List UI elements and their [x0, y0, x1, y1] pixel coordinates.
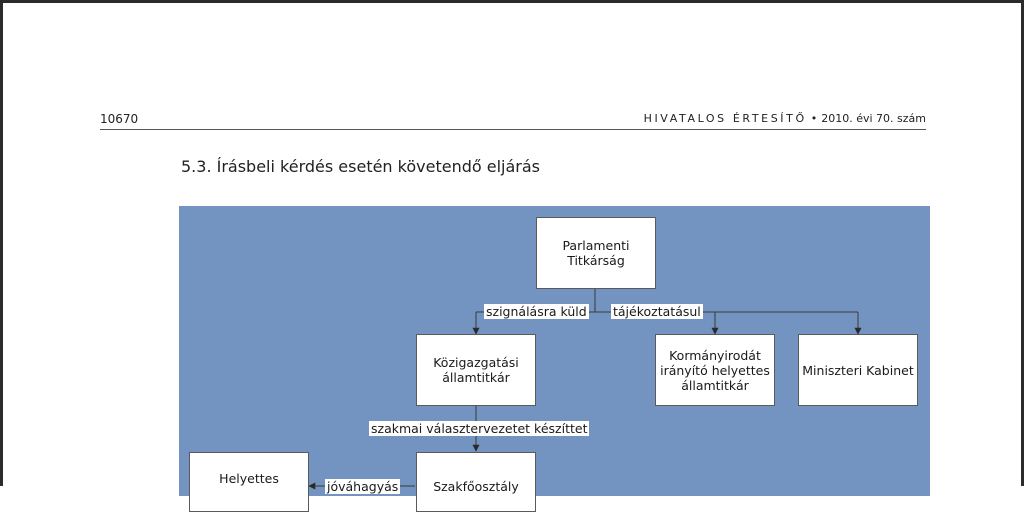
node-parlamenti-titkarsag: Parlamenti Titkárság [536, 217, 656, 289]
edge-label-jovahagyas: jóváhagyás [327, 479, 399, 494]
node-kormanyirodat: Kormányirodát irányító helyettes államtitkár [655, 334, 775, 406]
node-szakfoosztaly: Szakfőosztály [416, 452, 536, 512]
edge-label-tajekoztatasul: tájékoztatásul [613, 304, 701, 319]
edge-label-szakmai: szakmai választervezetet készíttet [371, 421, 588, 436]
window-frame-left [0, 0, 3, 486]
running-header [644, 112, 926, 125]
header-rule [100, 129, 926, 130]
issue-label: 2010. évi 70. szám [821, 112, 926, 125]
section-title: 5.3. Írásbeli kérdés esetén követendő eljárás [181, 157, 540, 176]
flowchart-diagram [179, 206, 930, 496]
node-kozigazgatasi-allamtitkar: Közigazgatási államtitkár [416, 334, 536, 406]
node-helyettes: Helyettes [189, 452, 309, 512]
window-frame-top [0, 0, 1024, 3]
header-bullet: • [810, 112, 818, 125]
edge-label-szignalasra: szignálásra küld [486, 304, 587, 319]
page-number: 10670 [100, 112, 139, 126]
node-miniszteri-kabinet: Miniszteri Kabinet [798, 334, 918, 406]
publication-name: HIVATALOS ÉRTESÍTŐ [643, 112, 807, 125]
